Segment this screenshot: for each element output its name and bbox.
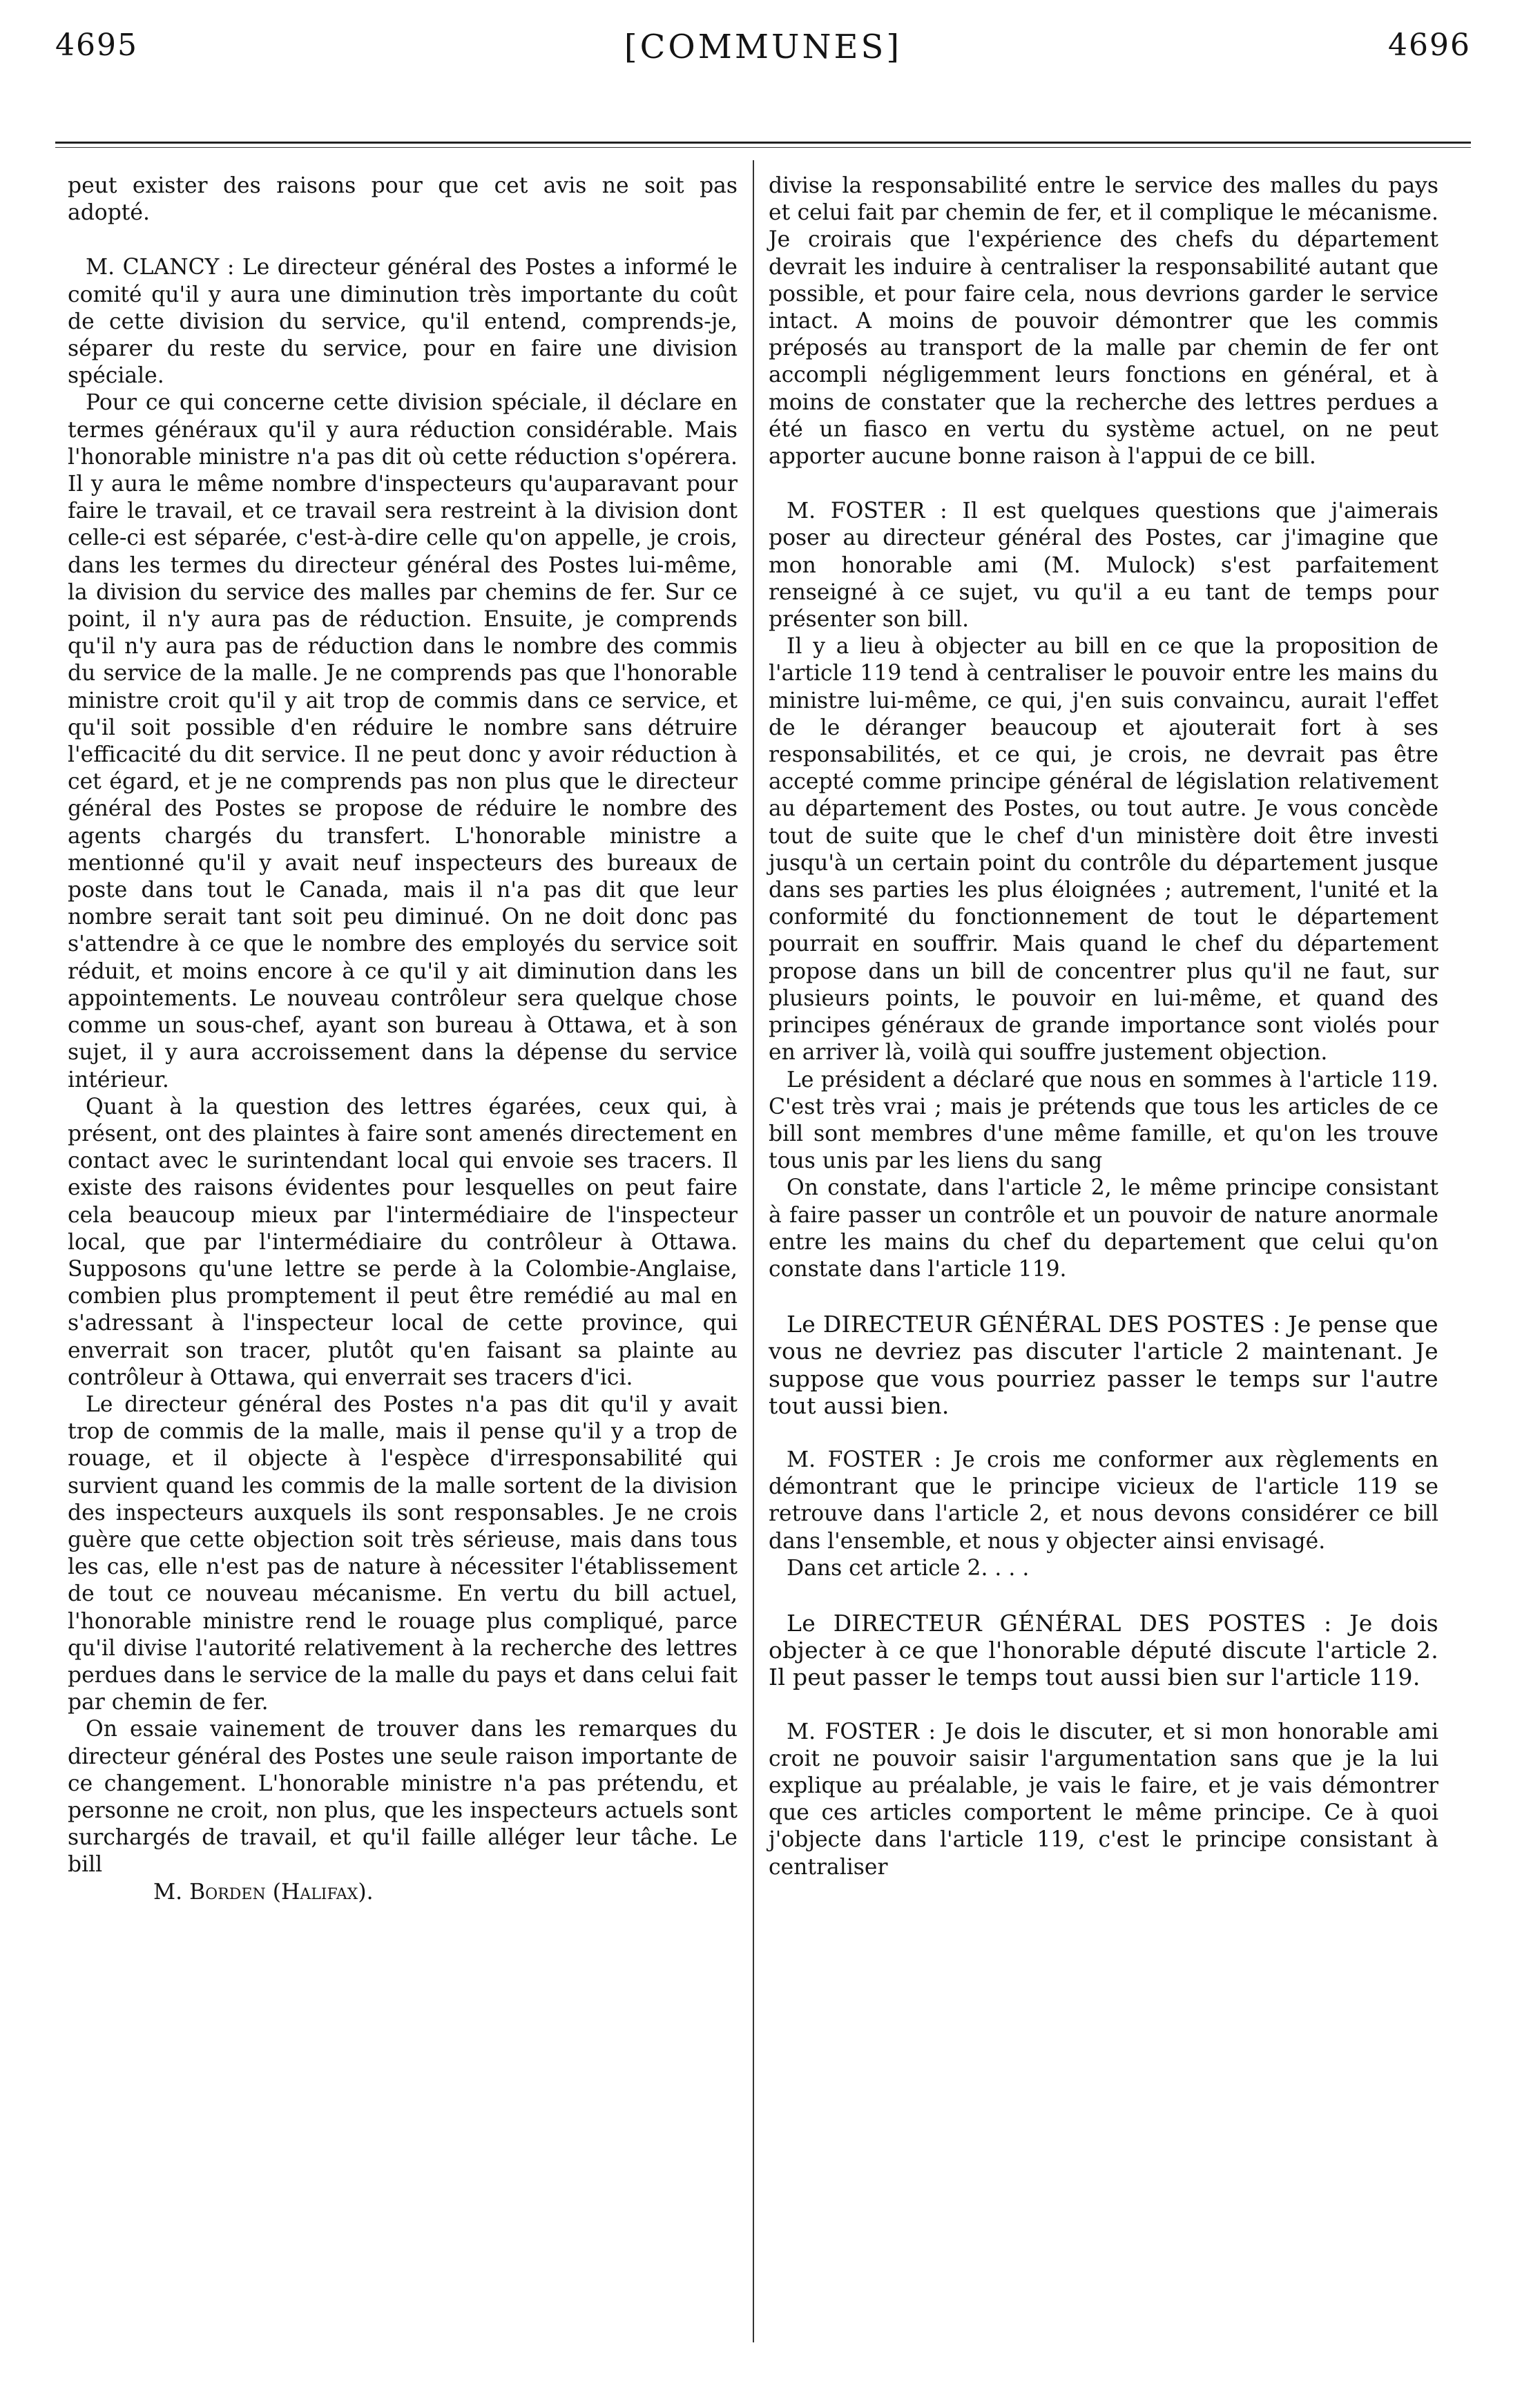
running-head: [COMMUNES] xyxy=(624,28,903,66)
paragraph: Quant à la question des lettres égarées, ceux qui, à présent, ont des plaintes à faire sont amenés directement en contact avec le surintendant local qui envoie ses tracers. Il existe des raisons évidentes pour lesquelles on peut faire cela beaucoup mieux par l'intermédiaire de l'inspecteur local, que par l'intermédiaire du contrôleur à Ottawa. Supposons qu'une lettre se perde à la Colombie-Anglaise, combien plus promptement il peut être remédié au mal en s'adressant à l'inspecteur local de cette province, qui enverrait son tracer, plutôt qu'en faisant sa plainte au contrôleur à Ottawa, qui enverrait ses tracers d'ici. xyxy=(68,1094,738,1390)
paragraph: peut exister des raisons pour que cet avis ne soit pas adopté. xyxy=(68,173,738,226)
speaker-signature: M. Borden (Halifax). xyxy=(153,1879,374,1905)
paragraph: On constate, dans l'article 2, le même principe consistant à faire passer un contrôle et un pouvoir de nature anormale entre les mains du chef du departement que celui qu'on constate dans l'article 119. xyxy=(769,1175,1438,1282)
page-number-left: 4695 xyxy=(55,28,138,63)
header-rule-thick xyxy=(55,142,1471,144)
page-header xyxy=(55,28,1471,90)
column-divider xyxy=(753,160,754,2342)
paragraph-foster: M. FOSTER : Je dois le discuter, et si mon honorable ami croit ne pouvoir saisir l'argumentation sans que je la lui explique au préalable, je vais le faire, et je vais démontrer que ces articles comportent le même principe. Ce à quoi j'objecte dans l'article 119, c'est le principe consistant à centraliser xyxy=(769,1719,1438,1880)
paragraph-clancy: M. CLANCY : Le directeur général des Postes a informé le comité qu'il y aura une diminution très importante du coût de cette division du service, qu'il entend, comprends-je, séparer du reste du service, pour en faire une division spéciale. xyxy=(68,255,738,389)
paragraph-directeur-general: Le DIRECTEUR GÉNÉRAL DES POSTES : Je dois objecter à ce que l'honorable député discute l'article 2. Il peut passer le temps tout aussi bien sur l'article 119. xyxy=(769,1609,1438,1691)
header-rule-thin xyxy=(55,147,1471,148)
left-column xyxy=(68,173,738,1906)
paragraph: divise la responsabilité entre le service des malles du pays et celui fait par chemin de fer, et il complique le mécanisme. Je croirais que l'expérience des chefs du département devrait les induire à centraliser la responsabilité autant que possible, et pour faire cela, nous devrions garder le service intact. A moins de pouvoir démontrer que les commis préposés au transport de la malle par chemin de fer ont accompli négligemment leurs fonctions en général, et à moins de constater que la recherche des lettres perdues a été un fiasco en vertu du système actuel, on ne peut apporter aucune bonne raison à l'appui de ce bill. xyxy=(769,173,1438,470)
right-column xyxy=(769,173,1438,1881)
paragraph: On essaie vainement de trouver dans les remarques du directeur général des Postes une seule raison importante de ce changement. L'honorable ministre n'a pas prétendu, et personne ne croit, non plus, que les inspecteurs actuels sont surchargés de travail, et qu'il faille alléger leur tâche. Le bill xyxy=(68,1717,738,1878)
paragraph: Pour ce qui concerne cette division spéciale, il déclare en termes généraux qu'il y aura réduction considérable. Mais l'honorable ministre n'a pas dit où cette réduction s'opérera. Il y aura le même nombre d'inspecteurs qu'auparavant pour faire le travail, et ce travail sera restreint à la division dont celle-ci est séparée, c'est-à-dire celle qu'on appelle, je crois, dans les termes du directeur général des Postes lui-même, la division du service des malles par chemins de fer. Sur ce point, il n'y aura pas de réduction. Ensuite, je comprends qu'il n'y aura pas de réduction dans le nombre des commis du service de la malle. Je ne comprends pas que l'honorable ministre croit qu'il y ait trop de commis dans ce service, et qu'il soit possible d'en réduire le nombre sans détruire l'efficacité du dit service. Il ne peut donc y avoir réduction à cet égard, et je ne comprends pas non plus que le directeur général des Postes se propose de réduire le nombre des agents chargés du transfert. L'honorable ministre a mentionné qu'il y avait neuf inspecteurs des bureaux de poste dans tout le Canada, mais il n'a pas dit que leur nombre serait tant soit peu diminué. On ne doit donc pas s'attendre à ce que le nombre des employés du service soit réduit, et moins encore à ce qu'il y ait diminution dans les appointements. Le nouveau contrôleur sera quelque chose comme un sous-chef, ayant son bureau à Ottawa, et à son sujet, il y aura accroissement dans la dépense du service intérieur. xyxy=(68,390,738,1092)
page-number-right: 4696 xyxy=(1388,28,1471,63)
paragraph-directeur-general: Le DIRECTEUR GÉNÉRAL DES POSTES : Je pense que vous ne devriez pas discuter l'article 2 maintenant. Je suppose que vous pourriez passer le temps sur l'autre tout aussi bien. xyxy=(769,1311,1438,1419)
paragraph-foster: M. FOSTER : Je crois me conformer aux règlements en démontrant que le principe vicieux de l'article 119 se retrouve dans l'article 2, et nous devons considérer ce bill dans l'ensemble, et nous y objecter ainsi envisagé. xyxy=(769,1447,1438,1554)
paragraph: Dans cet article 2. . . . xyxy=(787,1555,1030,1581)
paragraph: Il y a lieu à objecter au bill en ce que la proposition de l'article 119 tend à centraliser le pouvoir entre les mains du ministre lui-même, ce qui, j'en suis convaincu, aurait l'effet de le déranger beaucoup et ajouterait fort à ses responsabilités, et ce qui, je crois, ne devrait pas être accepté comme principe général de législation relativement au département des Postes, ou tout autre. Je vous concède tout de suite que le chef d'un ministère doit être investi jusqu'à un certain point du contrôle du département jusque dans ses parties les plus éloignées ; autrement, l'unité et la conformité du fonctionnement de tout le département pourrait en souffrir. Mais quand le chef du département propose dans un bill de concentrer plus qu'il ne faut, sur plusieurs points, le pouvoir en lui-même, et quand des principes généraux de grande importance sont violés pour en arriver là, voilà qui souffre justement objection. xyxy=(769,634,1438,1066)
paragraph: Le directeur général des Postes n'a pas dit qu'il y avait trop de commis de la malle, mais il pense qu'il y a trop de rouage, et il objecte à l'espèce d'irresponsabilité qui survient quand les commis de la malle sortent de la division des inspecteurs auxquels ils sont responsables. Je ne crois guère que cette objection soit très sérieuse, mais dans tous les cas, elle n'est pas de nature à nécessiter l'établissement de tout ce nouveau mécanisme. En vertu du bill actuel, l'honorable ministre rend le rouage plus compliqué, parce qu'il divise l'autorité relativement à la recherche des lettres perdues dans le service de la malle du pays et dans celui fait par chemin de fer. xyxy=(68,1391,738,1715)
paragraph: Le président a déclaré que nous en sommes à l'article 119. C'est très vrai ; mais je prétends que tous les articles de ce bill sont membres d'une même famille, et qu'on les trouve tous unis par les liens du sang xyxy=(769,1067,1438,1174)
paragraph-foster: M. FOSTER : Il est quelques questions que j'aimerais poser au directeur général des Postes, car j'imagine que mon honorable ami (M. Mulock) s'est parfaitement renseigné à ce sujet, vu qu'il a eu tant de temps pour présenter son bill. xyxy=(769,499,1438,633)
